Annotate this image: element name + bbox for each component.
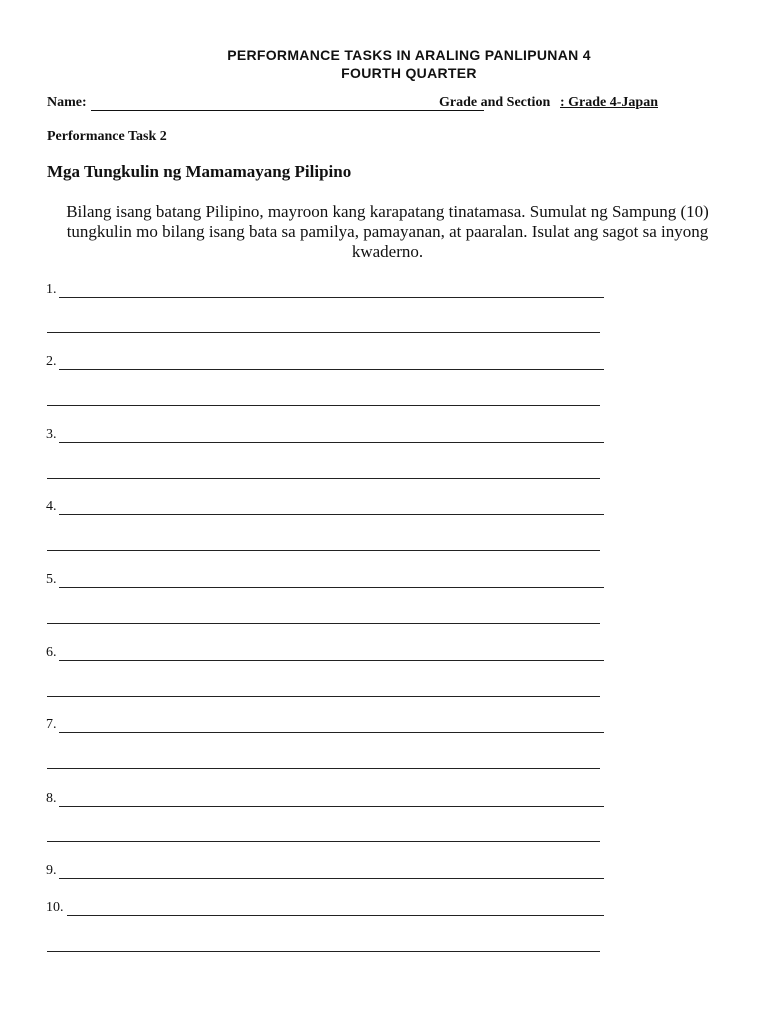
answer-line-3a[interactable] (59, 442, 604, 443)
item-number-4: 4. (46, 499, 57, 514)
answer-line-6a[interactable] (59, 660, 604, 661)
student-info-row (47, 95, 687, 117)
answer-line-1b[interactable] (47, 332, 600, 333)
answer-line-4b[interactable] (47, 550, 600, 551)
item-number-10: 10. (46, 900, 64, 915)
item-number-5: 5. (46, 572, 57, 587)
name-label: Name: (47, 95, 87, 110)
answer-line-8a[interactable] (59, 806, 604, 807)
answer-line-7b[interactable] (47, 768, 600, 769)
item-number-1: 1. (46, 282, 57, 297)
answer-line-10a[interactable] (67, 915, 604, 916)
item-number-6: 6. (46, 645, 57, 660)
answer-line-8b[interactable] (47, 841, 600, 842)
grade-section-value: : Grade 4-Japan (560, 95, 658, 110)
task-instructions: Bilang isang batang Pilipino, mayroon kang karapatang tinatamasa. Sumulat ng Sampung (10) tungkulin mo bilang isang bata sa pamilya, pamayanan, at paaralan. Isulat ang sagot sa inyong kwaderno. (66, 202, 709, 261)
answer-line-7a[interactable] (59, 732, 604, 733)
item-number-8: 8. (46, 791, 57, 806)
answer-line-10b[interactable] (47, 951, 600, 952)
task-title: Mga Tungkulin ng Mamamayang Pilipino (47, 162, 352, 181)
answer-line-3b[interactable] (47, 478, 600, 479)
answer-line-6b[interactable] (47, 696, 600, 697)
answer-line-4a[interactable] (59, 514, 604, 515)
answer-line-5b[interactable] (47, 623, 600, 624)
answer-line-2b[interactable] (47, 405, 600, 406)
answer-line-9a[interactable] (59, 878, 604, 879)
document-title: PERFORMANCE TASKS IN ARALING PANLIPUNAN 4 (227, 47, 591, 63)
quarter-heading: FOURTH QUARTER (341, 65, 477, 81)
task-label: Performance Task 2 (47, 129, 167, 144)
item-number-2: 2. (46, 354, 57, 369)
item-number-7: 7. (46, 717, 57, 732)
item-number-9: 9. (46, 863, 57, 878)
answer-line-5a[interactable] (59, 587, 604, 588)
answer-line-2a[interactable] (59, 369, 604, 370)
item-number-3: 3. (46, 427, 57, 442)
answer-line-1a[interactable] (59, 297, 604, 298)
grade-section-label: Grade and Section (439, 95, 551, 110)
name-field-line[interactable] (91, 110, 484, 111)
